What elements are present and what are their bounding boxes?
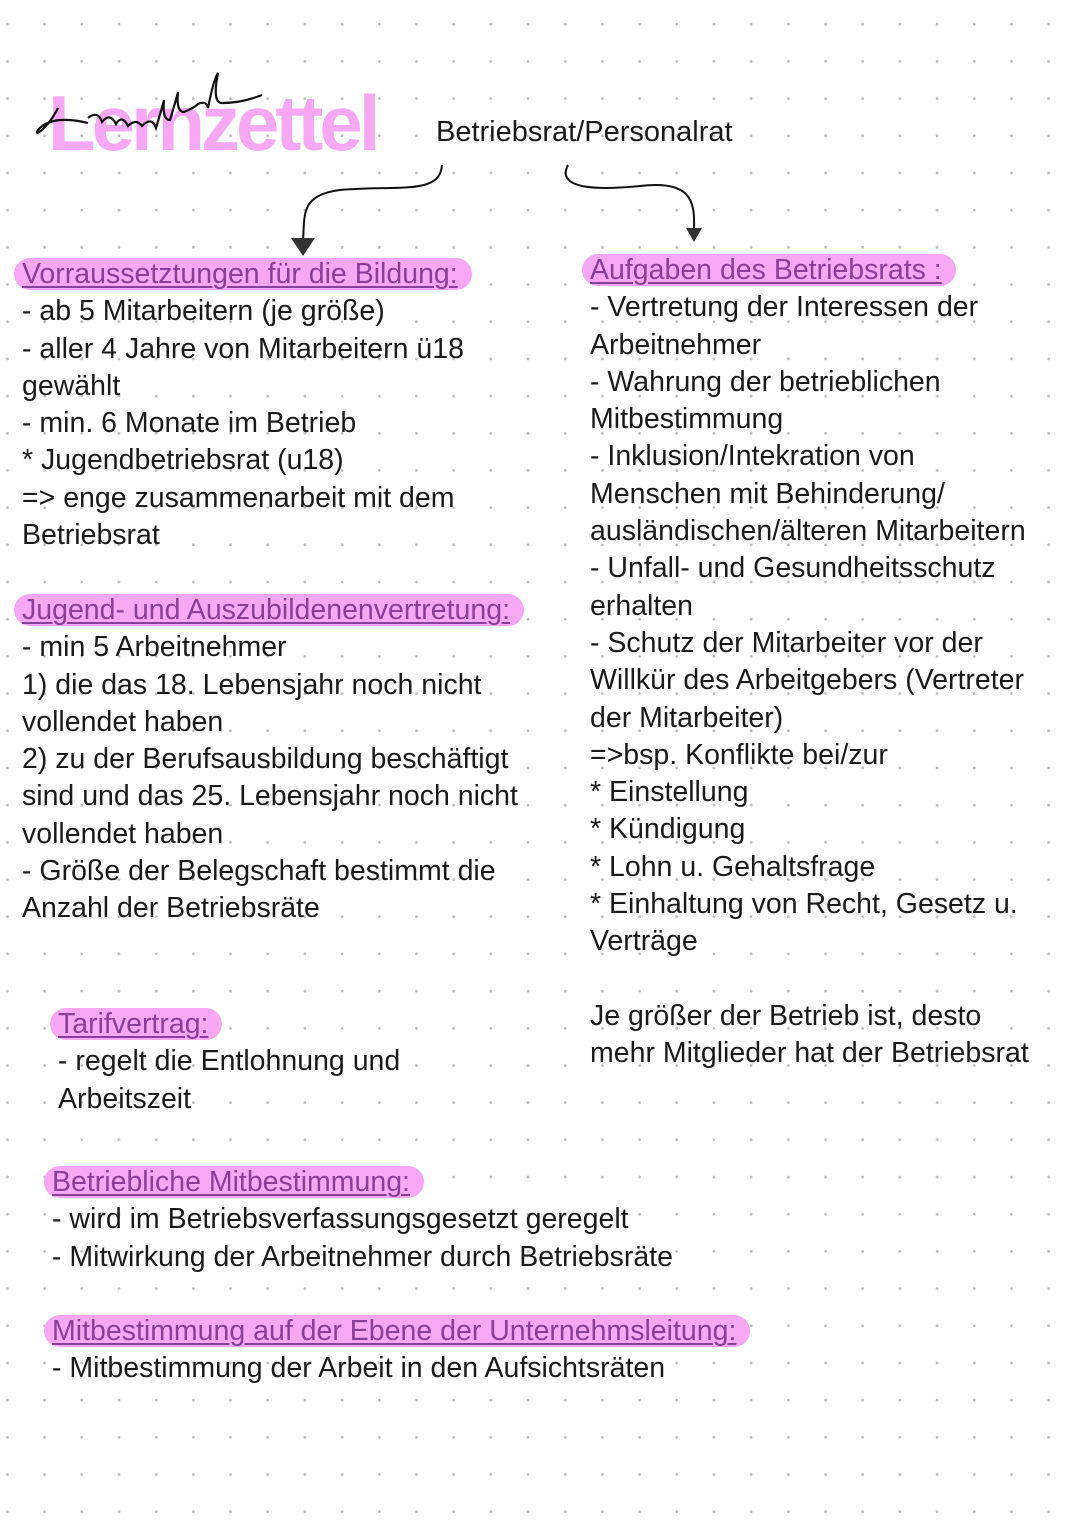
section-heading: Jugend- und Auszubildenenvertretung: xyxy=(14,594,524,626)
section-heading: Aufgaben des Betriebsrats : xyxy=(582,254,956,286)
note-line: - Unfall- und Gesundheitsschutz xyxy=(590,552,996,585)
note-line: - Mitbestimmung der Arbeit in den Aufsichtsräten xyxy=(52,1352,666,1385)
note-line: Anzahl der Betriebsräte xyxy=(22,892,320,925)
note-line: * Lohn u. Gehaltsfrage xyxy=(590,850,876,883)
note-line: der Mitarbeiter) xyxy=(590,701,784,734)
note-line: 1) die das 18. Lebensjahr noch nicht xyxy=(22,668,482,701)
note-line: gewählt xyxy=(22,369,121,402)
note-line: - aller 4 Jahre von Mitarbeitern ü18 xyxy=(22,332,464,365)
section-heading: Tarifvertrag: xyxy=(50,1008,222,1040)
section-heading: Mitbestimmung auf der Ebene der Unternehmsleitung: xyxy=(44,1315,750,1347)
note-line: erhalten xyxy=(590,589,693,622)
note-line: - Schutz der Mitarbeiter vor der xyxy=(590,626,983,659)
arrowhead-right-icon xyxy=(686,228,702,242)
note-line: - Inklusion/Intekration von xyxy=(590,440,915,473)
note-line: Mitbestimmung xyxy=(590,403,784,436)
note-line: sind und das 25. Lebensjahr noch nicht xyxy=(22,780,518,813)
note-line: - min. 6 Monate im Betrieb xyxy=(22,407,357,440)
note-line: Menschen mit Behinderung/ xyxy=(590,477,945,510)
section-tarifvertrag xyxy=(58,1006,400,1118)
note-line: => enge zusammenarbeit mit dem xyxy=(22,481,455,514)
arrow-left xyxy=(303,165,442,240)
section-betriebliche-mitbestimmung xyxy=(52,1164,673,1276)
note-line: - Wahrung der betrieblichen xyxy=(590,365,941,398)
note-betriebsgroesse xyxy=(590,998,1029,1073)
note-line: - Mitwirkung der Arbeitnehmer durch Betriebsräte xyxy=(52,1240,673,1273)
section-heading: Betriebliche Mitbestimmung: xyxy=(44,1166,424,1198)
section-jugendvertretung xyxy=(22,592,524,928)
note-line: Arbeitnehmer xyxy=(590,328,762,361)
note-line: * Einhaltung von Recht, Gesetz u. xyxy=(590,888,1018,921)
note-line: =>bsp. Konflikte bei/zur xyxy=(590,738,888,771)
note-line: - Größe der Belegschaft bestimmt die xyxy=(22,855,496,888)
arrow-right xyxy=(566,165,694,228)
note-line: vollendet haben xyxy=(22,705,224,738)
note-line: Willkür des Arbeitgebers (Vertreter xyxy=(590,664,1024,697)
arrows-diagram xyxy=(0,0,1080,260)
page-title: Betriebsrat/Personalrat xyxy=(436,116,733,148)
note-line: Je größer der Betrieb ist, desto xyxy=(590,1000,982,1032)
note-line: * Jugendbetriebsrat (u18) xyxy=(22,444,344,477)
note-line: Arbeitszeit xyxy=(58,1082,192,1115)
note-line: Verträge xyxy=(590,925,698,958)
note-line: mehr Mitglieder hat der Betriebsrat xyxy=(590,1037,1029,1070)
note-line: vollendet haben xyxy=(22,817,224,850)
note-line: * Einstellung xyxy=(590,776,749,809)
section-heading: Vorraussetztungen für die Bildung: xyxy=(14,258,472,290)
section-aufgaben xyxy=(590,252,1026,961)
note-line: - min 5 Arbeitnehmer xyxy=(22,631,287,664)
note-line: * Kündigung xyxy=(590,813,746,846)
note-line: - ab 5 Mitarbeitern (je größe) xyxy=(22,295,385,328)
note-line: - regelt die Entlohnung und xyxy=(58,1045,401,1078)
note-line: - wird im Betriebsverfassungsgesetzt geregelt xyxy=(52,1203,629,1236)
note-line: 2) zu der Berufsausbildung beschäftigt xyxy=(22,743,509,776)
note-line: Betriebsrat xyxy=(22,519,160,552)
section-voraussetzungen xyxy=(22,256,472,554)
arrowhead-left-icon xyxy=(291,238,315,256)
svg-text:Lernzettel: Lernzettel xyxy=(48,79,377,167)
note-line: ausländischen/älteren Mitarbeitern xyxy=(590,515,1026,548)
note-line: - Vertretung der Interessen der xyxy=(590,291,979,324)
section-unternehmensleitung xyxy=(52,1313,750,1388)
